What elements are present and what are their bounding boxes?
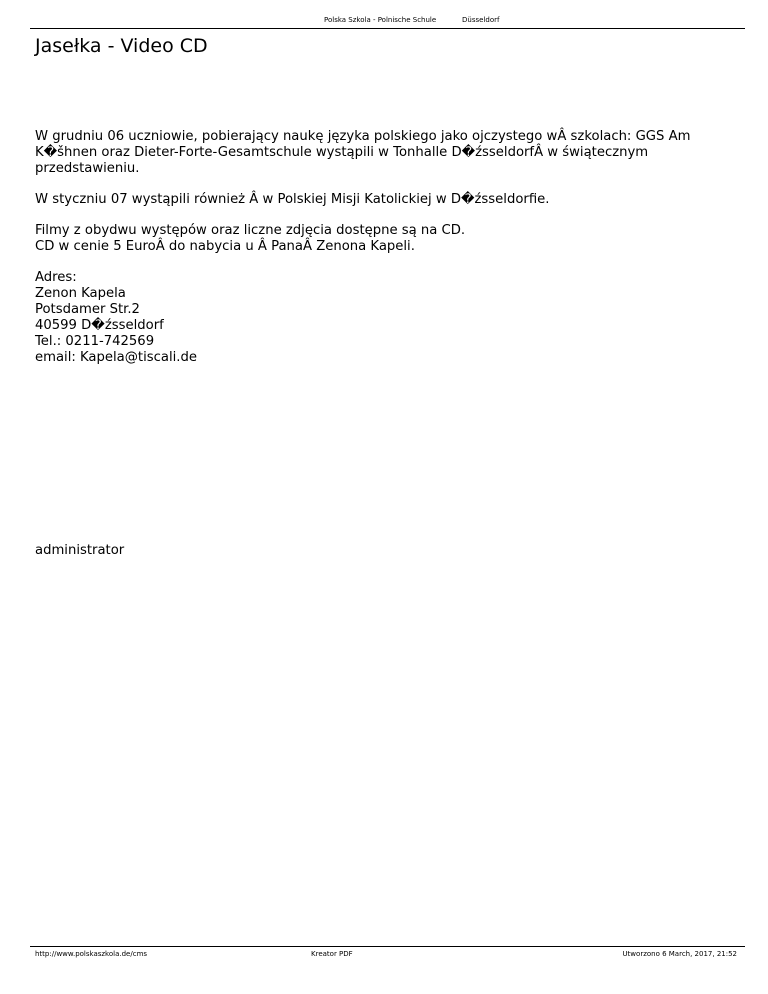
paragraph-december: W grudniu 06 uczniowie, pobierający naukę języka polskiego jako ojczystego wÂ szkolach: GGS Am K�šhnen oraz Dieter-Forte-Gesamtschule wystąpili w Tonhalle D�źsseldorfÂ w świątecznym przedstawieniu. (35, 129, 691, 176)
address-label: Adres: (35, 270, 77, 285)
footer-creator: Kreator PDF (311, 950, 353, 958)
paragraph-cd-info (35, 223, 735, 255)
address-block (35, 270, 735, 366)
address-email: email: Kapela@tiscali.de (35, 350, 197, 365)
address-name: Zenon Kapela (35, 286, 126, 301)
films-line: Filmy z obydwu występów oraz liczne zdjęcia dostępne są na CD. (35, 223, 466, 238)
paragraph-january: W styczniu 07 wystąpili również Â w Polskiej Misji Katolickiej w D�źsseldorfie. (35, 192, 550, 207)
header-city: Düsseldorf (462, 16, 500, 24)
page-footer (30, 946, 745, 961)
footer-url: http://www.polskaszkola.de/cms (35, 950, 148, 958)
page-header (30, 14, 745, 29)
address-phone: Tel.: 0211-742569 (35, 334, 155, 349)
author-name: administrator (35, 543, 125, 558)
price-line: CD w cenie 5 EuroÂ do nabycia u Â PanaÂ Zenona Kapeli. (35, 239, 415, 254)
page-title: Jasełka - Video CD (35, 35, 208, 57)
header-site-name: Polska Szkola - Polnische Schule (324, 16, 437, 24)
article-body (35, 129, 735, 366)
footer-created-date: Utworzono 6 March, 2017, 21:52 (622, 950, 737, 958)
address-city: 40599 D�źsseldorf (35, 318, 164, 333)
address-street: Potsdamer Str.2 (35, 302, 140, 317)
